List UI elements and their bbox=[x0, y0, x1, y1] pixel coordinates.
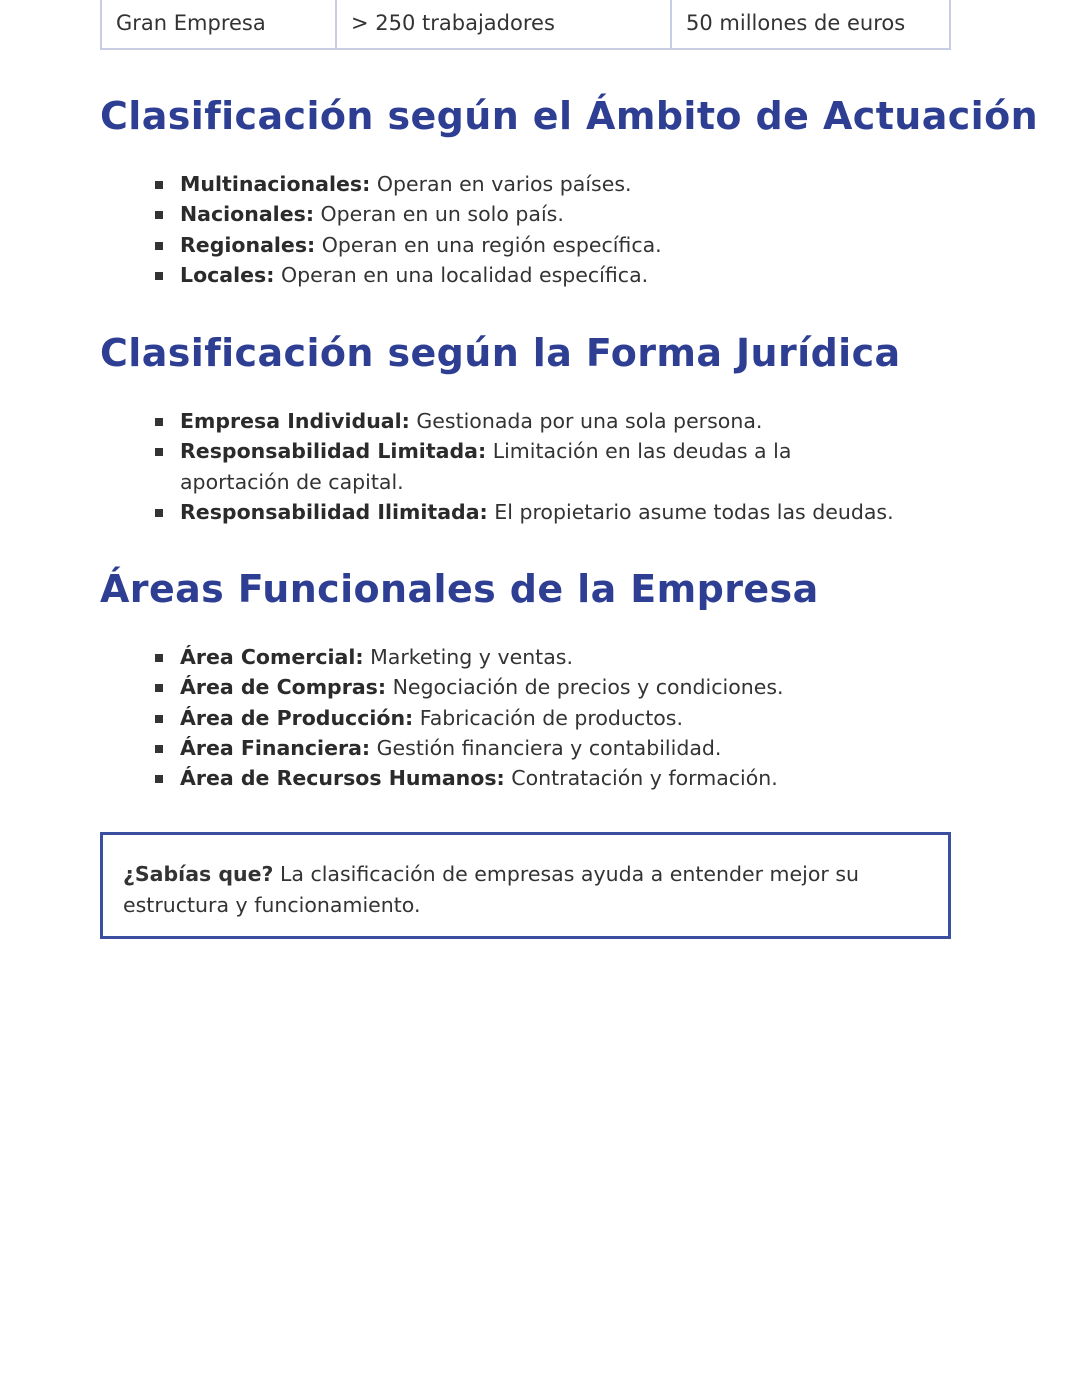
list-forma-juridica bbox=[100, 406, 900, 527]
list-item: Área Comercial: Marketing y ventas. bbox=[100, 642, 900, 672]
list-item: Locales: Operan en una localidad específica. bbox=[100, 260, 900, 290]
section-heading-ambito: Clasificación según el Ámbito de Actuación bbox=[100, 94, 1039, 138]
list-areas-funcionales bbox=[100, 642, 900, 793]
list-item: Área de Compras: Negociación de precios y condiciones. bbox=[100, 672, 900, 702]
table-cell: 50 millones de euros bbox=[671, 0, 950, 49]
did-you-know-callout bbox=[100, 832, 951, 939]
section-heading-forma-juridica: Clasificación según la Forma Jurídica bbox=[100, 331, 901, 375]
list-item: Área Financiera: Gestión financiera y contabilidad. bbox=[100, 733, 900, 763]
list-item: Responsabilidad Ilimitada: El propietario asume todas las deudas. bbox=[100, 497, 900, 527]
table-cell: > 250 trabajadores bbox=[336, 0, 671, 49]
list-item: Multinacionales: Operan en varios países. bbox=[100, 169, 900, 199]
list-ambito bbox=[100, 169, 900, 290]
callout-text: ¿Sabías que? La clasificación de empresas ayuda a entender mejor su estructura y funcionamiento. bbox=[123, 862, 859, 917]
list-item: Área de Producción: Fabricación de productos. bbox=[100, 703, 900, 733]
list-item: Responsabilidad Limitada: Limitación en las deudas a la aportación de capital. bbox=[100, 436, 900, 497]
section-heading-areas-funcionales: Áreas Funcionales de la Empresa bbox=[100, 567, 819, 611]
company-size-table bbox=[100, 0, 951, 50]
list-item: Empresa Individual: Gestionada por una sola persona. bbox=[100, 406, 900, 436]
table-row bbox=[101, 0, 950, 49]
table-cell: Gran Empresa bbox=[101, 0, 336, 49]
list-item: Regionales: Operan en una región específica. bbox=[100, 230, 900, 260]
list-item: Área de Recursos Humanos: Contratación y formación. bbox=[100, 763, 900, 793]
callout-lead: ¿Sabías que? bbox=[123, 862, 274, 886]
list-item: Nacionales: Operan en un solo país. bbox=[100, 199, 900, 229]
